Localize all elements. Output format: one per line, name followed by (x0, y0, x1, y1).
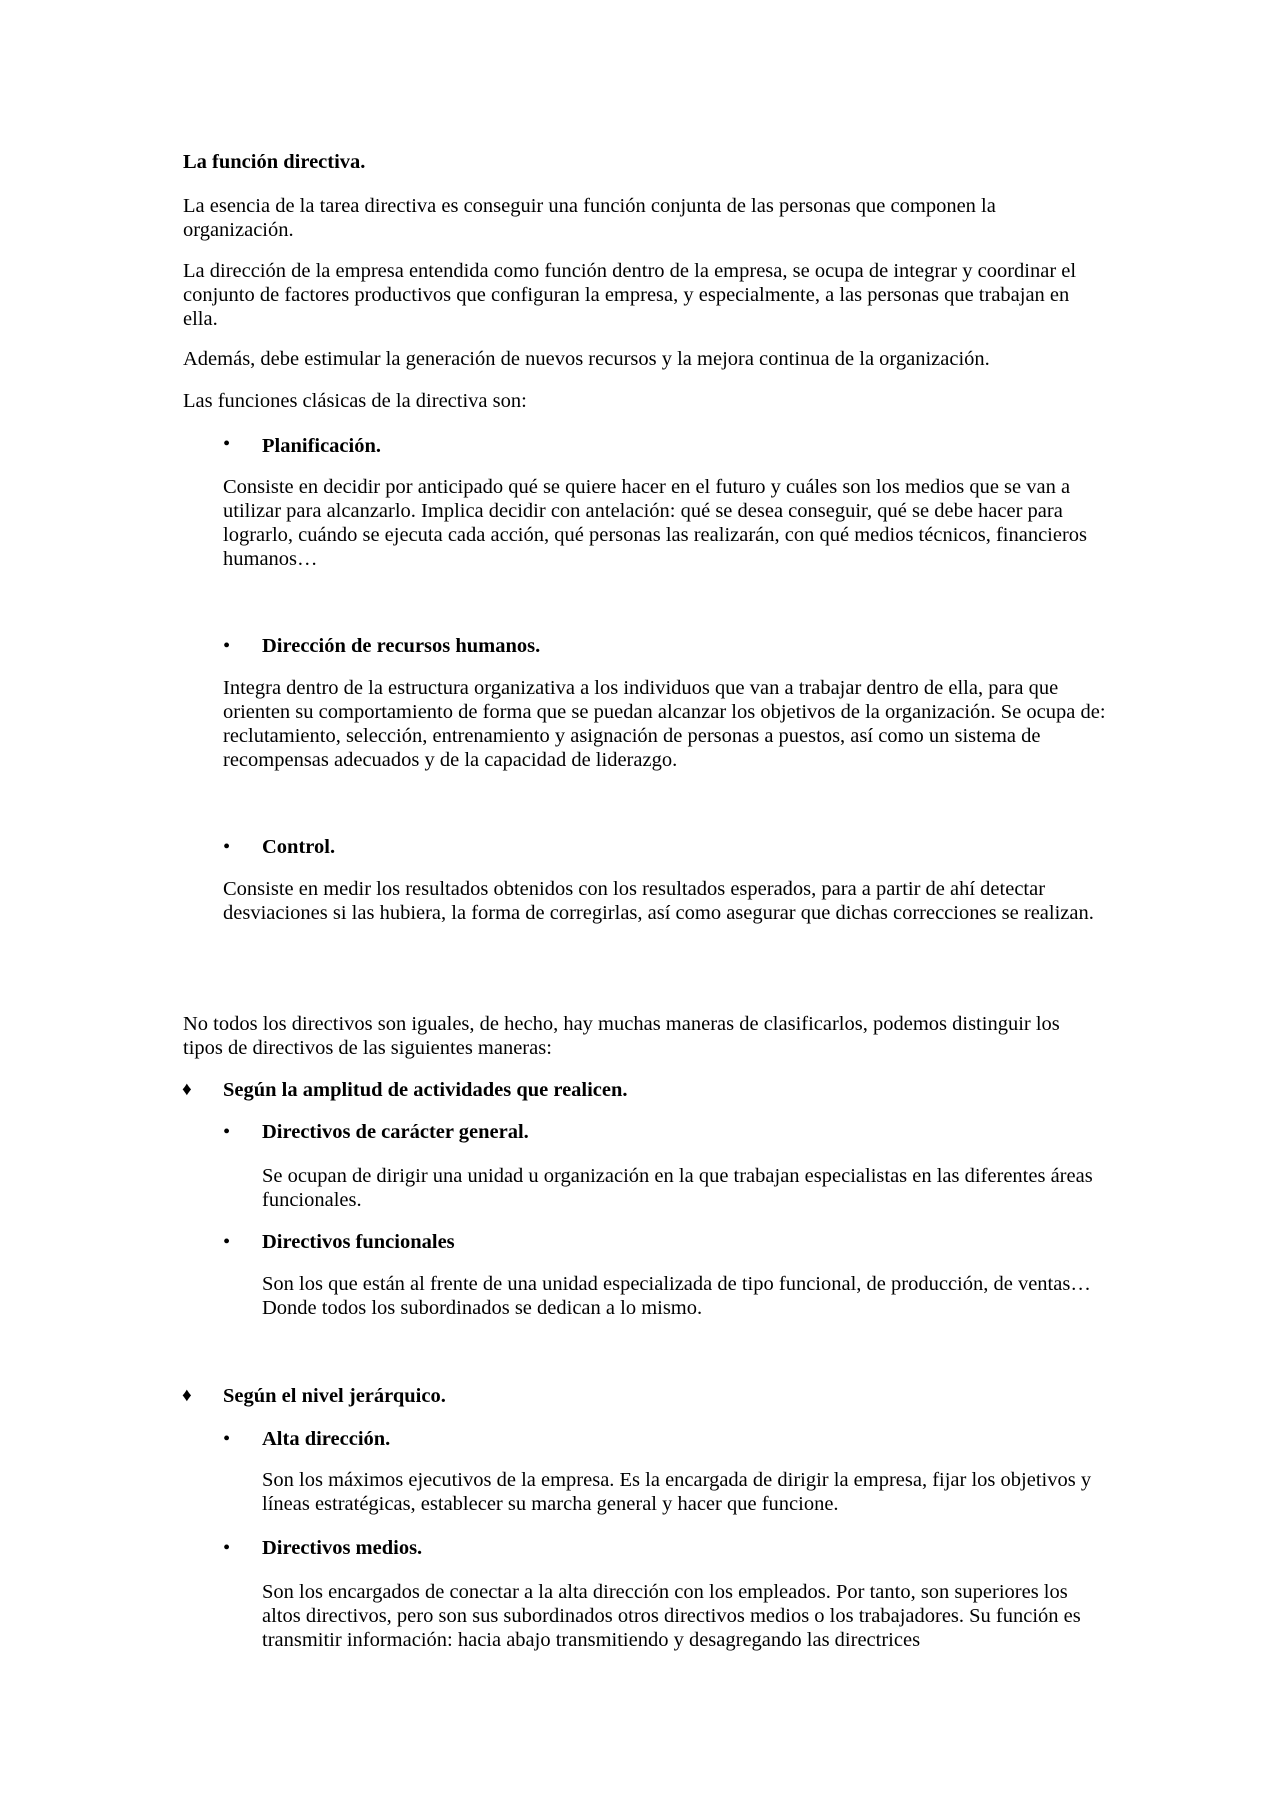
function-heading-hr: Dirección de recursos humanos. (262, 635, 541, 657)
bullet-marker: • (223, 1537, 231, 1559)
bullet-marker: • (223, 1121, 231, 1143)
type-heading-general: Directivos de carácter general. (262, 1121, 529, 1143)
intro-paragraph-3: Además, debe estimular la generación de nuevos recursos y la mejora continua de la organización. (183, 348, 990, 370)
diamond-marker: ♦ (182, 1385, 192, 1406)
function-text-control: Consiste en medir los resultados obtenidos con los resultados esperados, para a partir de ahí detectar desviaciones si las hubiera, la forma de corregirlas, así como asegurar que dichas correcciones se realizan. (223, 878, 1094, 924)
function-heading-planning: Planificación. (262, 435, 382, 457)
bullet-marker: • (223, 433, 231, 455)
intro-paragraph-1: La esencia de la tarea directiva es conseguir una función conjunta de las personas que componen la organización. (183, 195, 996, 241)
intro-paragraph-2: La dirección de la empresa entendida como función dentro de la empresa, se ocupa de integrar y coordinar el conjunto de factores productivos que configuran la empresa, y especialmente, a las personas que trabajan en ella. (183, 260, 1077, 330)
type-heading-functional: Directivos funcionales (262, 1231, 455, 1253)
page-title: La función directiva. (183, 151, 366, 173)
criterion-heading-scope: Según la amplitud de actividades que realicen. (223, 1079, 628, 1101)
function-text-planning: Consiste en decidir por anticipado qué se quiere hacer en el futuro y cuáles son los medios que se van a utilizar para alcanzarlo. Implica decidir con antelación: qué se desea conseguir, qué se debe hacer para lograrlo, cuándo se ejecuta cada acción, qué personas las realizarán, con qué medios técnicos, financieros humanos… (223, 476, 1088, 570)
type-text-senior: Son los máximos ejecutivos de la empresa. Es la encargada de dirigir la empresa, fijar los objetivos y líneas estratégicas, establecer su marcha general y hacer que funcione. (262, 1469, 1092, 1515)
bullet-marker: • (223, 635, 231, 657)
type-text-general: Se ocupan de dirigir una unidad u organización en la que trabajan especialistas en las diferentes áreas funcionales. (262, 1165, 1093, 1211)
type-text-middle: Son los encargados de conectar a la alta dirección con los empleados. Por tanto, son superiores los altos directivos, pero son sus subordinados otros directivos medios o los trabajadores. Su función es transmitir información: hacia abajo transmitiendo y desagregando las directrices (262, 1581, 1081, 1651)
function-text-hr: Integra dentro de la estructura organizativa a los individuos que van a trabajar dentro de ella, para que orienten su comportamiento de forma que se puedan alcanzar los objetivos de la organización. Se ocupa de: reclutamiento, selección, entrenamiento y asignación de personas a puestos, así como un sistema de recompensas adecuados y de la capacidad de liderazgo. (223, 677, 1106, 771)
bullet-marker: • (223, 1428, 231, 1450)
intro-paragraph-4: Las funciones clásicas de la directiva son: (183, 390, 527, 412)
diamond-marker: ♦ (182, 1079, 192, 1100)
bullet-marker: • (223, 1231, 231, 1253)
type-heading-middle: Directivos medios. (262, 1537, 423, 1559)
bullet-marker: • (223, 836, 231, 858)
type-heading-senior: Alta dirección. (262, 1428, 391, 1450)
function-heading-control: Control. (262, 836, 336, 858)
type-text-functional: Son los que están al frente de una unidad especializada de tipo funcional, de producción, de ventas… Donde todos los subordinados se dedican a lo mismo. (262, 1273, 1091, 1319)
criterion-heading-hierarchy: Según el nivel jerárquico. (223, 1385, 446, 1407)
classification-intro: No todos los directivos son iguales, de hecho, hay muchas maneras de clasificarlos, podemos distinguir los tipos de directivos de las siguientes maneras: (183, 1013, 1060, 1059)
